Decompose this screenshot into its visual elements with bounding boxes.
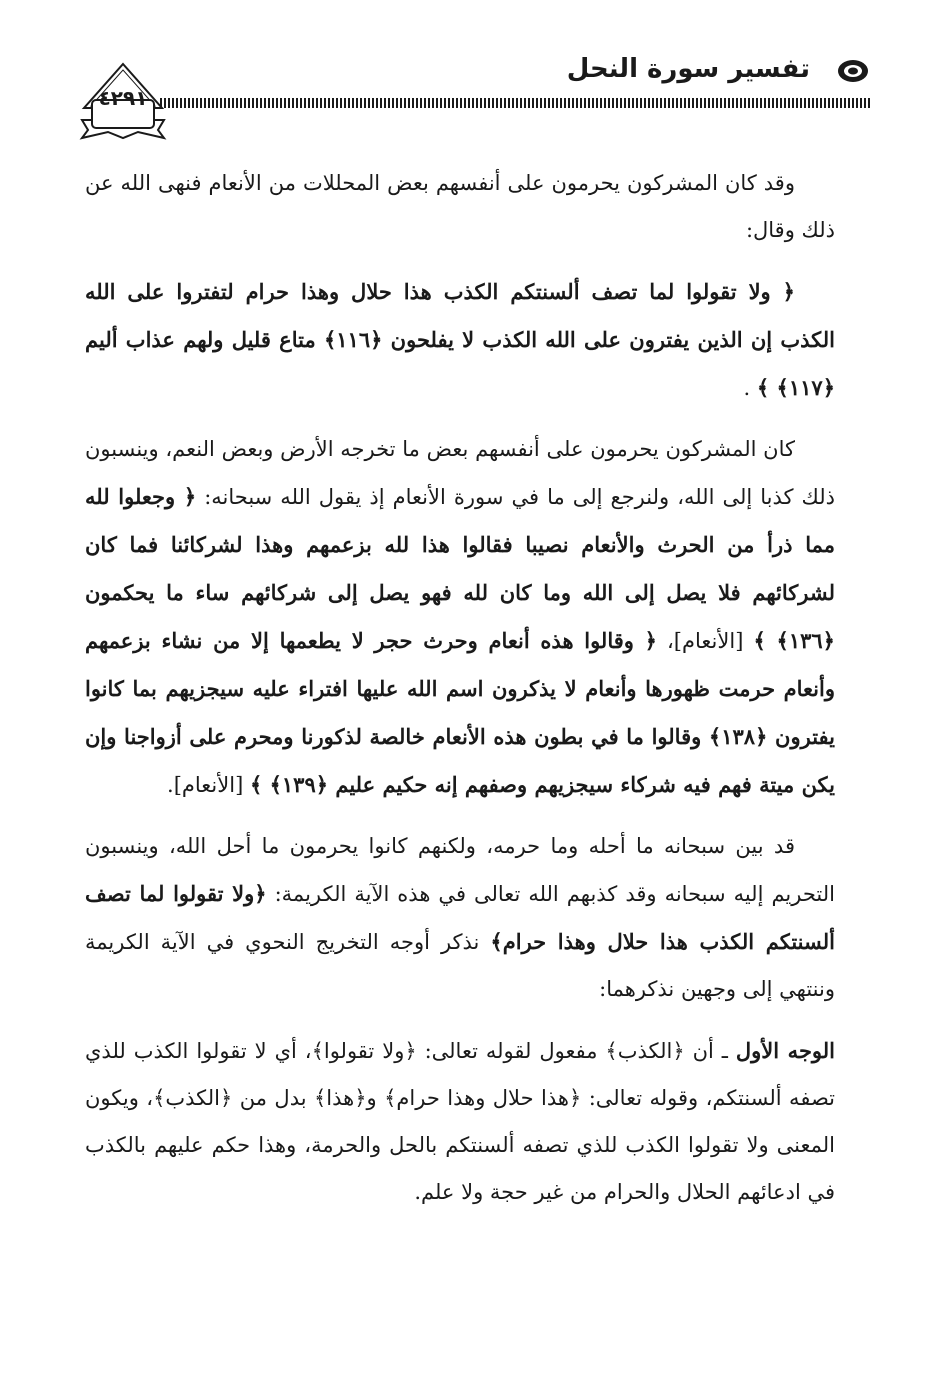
paragraph-text: .: [743, 376, 751, 400]
paragraph-text: وقد كان المشركون يحرمون على أنفسهم بعض المحللات من الأنعام فنهى الله عن ذلك وقال:: [85, 171, 835, 242]
page-body: [85, 160, 835, 1230]
section-lead: الوجه الأول: [735, 1038, 836, 1063]
paragraph-1: [85, 160, 835, 254]
paragraph-3: [85, 426, 835, 809]
paragraph-5: [85, 1027, 835, 1216]
ornament-icon: [836, 58, 870, 84]
page-number: ٤٢٩١: [98, 86, 148, 110]
paragraph-4: [85, 823, 835, 1013]
page-header: [60, 50, 870, 140]
header-title: تفسير سورة النحل: [566, 54, 810, 84]
quran-verse: ﴿ وقالوا هذه أنعام وحرث حجر لا يطعمها إلا من نشاء بزعمهم وأنعام حرمت ظهورها وأنعام لا يذكرون اسم الله عليها افتراء عليه سيجزيهم بما كانوا يفترون ﴿١٣٨﴾ وقالوا ما في بطون هذه الأنعام خالصة لذكورنا ومحرم على أزواجنا وإن يكن ميتة فهم فيه شركاء سيجزيهم وصفهم إنه حكيم عليم ﴿١٣٩﴾ ﴾: [85, 628, 836, 797]
quran-verse: ﴿ وجعلوا لله مما ذرأ من الحرث والأنعام نصيبا فقالوا هذا لله بزعمهم وهذا لشركائنا فما كان لشركائهم فلا يصل إلى الله وما كان لله فهو يصل إلى شركائهم ساء ما يحكمون ﴿١٣٦﴾ ﴾: [85, 484, 835, 653]
header-rule: [160, 98, 870, 108]
paragraph-text: كان المشركون يحرمون على أنفسهم بعض ما تخرجه الأرض وبعض النعم، وينسبون ذلك كذبا إلى الله، ولنرجع إلى ما في سورة الأنعام إذ يقول الله سبحانه:: [85, 437, 835, 509]
paragraph-text: نذكر أوجه التخريج النحوي في الآية الكريمة وننتهي إلى وجهين نذكرهما:: [85, 930, 835, 1001]
quran-verse: ﴿ولا تقولوا لما تصف ألسنتكم الكذب هذا حلال وهذا حرام﴾: [85, 881, 835, 954]
paragraph-2: [85, 268, 835, 412]
paragraph-text: ـ أن ﴿الكذب﴾ مفعول لقوله تعالى: ﴿ولا تقولوا﴾، أي لا تقولوا الكذب للذي تصفه ألسنتكم، وقوله تعالى: ﴿هذا حلال وهذا حرام﴾ و﴿هذا﴾ بدل من ﴿الكذب﴾، ويكون المعنى ولا تقولوا الكذب للذي تصفه ألسنتكم بالحل والحرمة، وهذا حكم عليهم بالكذب في ادعائهم الحلال والحرام من غير حجة ولا علم.: [85, 1039, 835, 1204]
quran-verse: ﴿ ولا تقولوا لما تصف ألسنتكم الكذب هذا حلال وهذا حرام لتفتروا على الله الكذب إن الذين يفترون على الله الكذب لا يفلحون ﴿١١٦﴾ متاع قليل ولهم عذاب أليم ﴿١١٧﴾ ﴾: [85, 279, 835, 400]
surah-reference: [الأنعام].: [167, 773, 244, 797]
surah-reference: [الأنعام]،: [667, 629, 744, 653]
paragraph-text: قد بين سبحانه ما أحله وما حرمه، ولكنهم كانوا يحرمون ما أحل الله، وينسبون التحريم إليه سبحانه وقد كذبهم الله تعالى في هذه الآية الكريمة:: [85, 834, 835, 906]
